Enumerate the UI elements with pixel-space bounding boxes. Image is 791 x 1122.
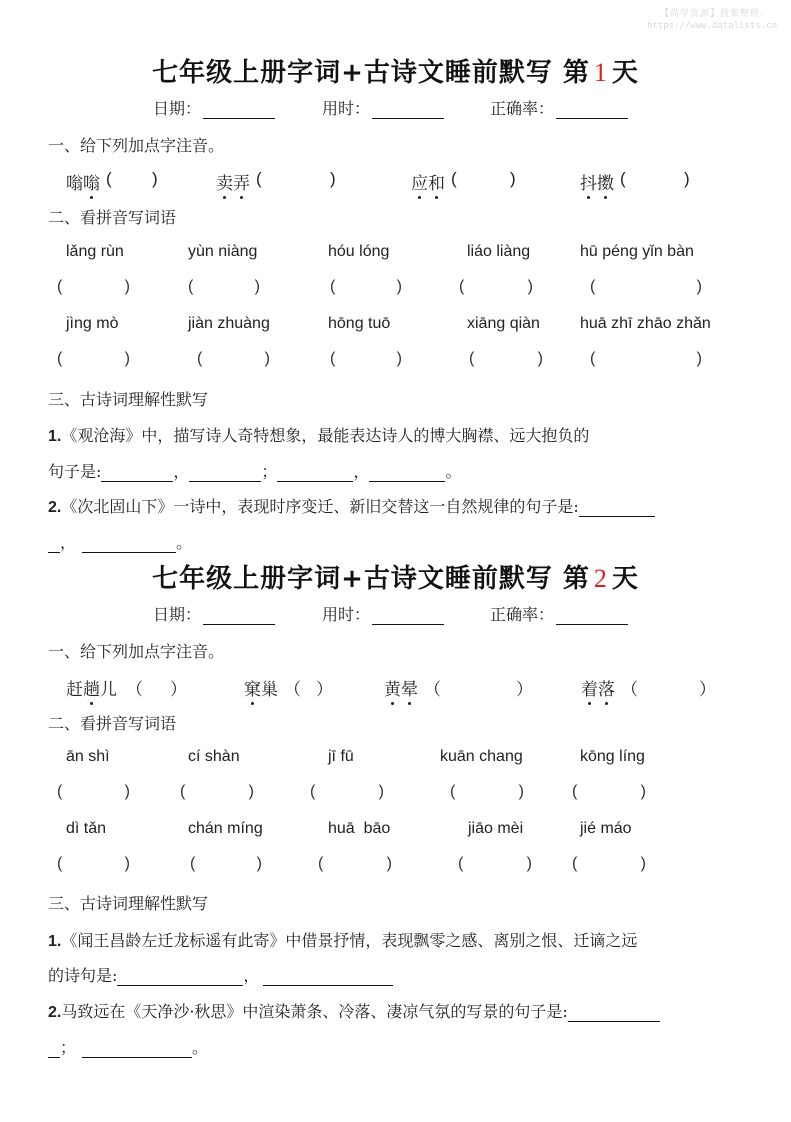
close-paren: ) [396,278,402,295]
close-paren: ） [699,680,716,699]
close-paren: ） [170,680,187,699]
day-number: 2 [593,564,608,593]
pinyin-prompt: cí shàn [188,748,240,765]
close-paren: ) [696,278,702,295]
separator: ； [60,1038,77,1057]
answer-blank[interactable] [277,466,353,482]
time-field[interactable] [322,602,444,625]
close-paren: ） [516,680,533,699]
title-suffix: 天 [611,564,639,594]
dot-item[interactable] [581,675,716,700]
pinyin-prompt: huā bāo [328,820,391,837]
pinyin-prompt: lǎng rùn [66,243,124,260]
answer-blank[interactable] [369,466,445,482]
time-field[interactable] [322,96,444,119]
day1-section2-heading: 二、看拼音写词语 [48,208,177,227]
dotted-char: 应 [411,169,428,194]
answer-box[interactable] [57,855,130,875]
open-paren: （ [126,680,143,699]
dot-item[interactable] [216,169,341,194]
char: 巢 [261,680,278,700]
date-blank[interactable] [203,609,275,625]
pinyin-prompt: jié máo [580,820,632,837]
dotted-char: 和 [428,169,445,194]
answer-prefix: 的诗句是: [48,966,118,985]
day1-q2-line2 [48,530,192,553]
answer-box[interactable] [469,350,543,370]
time-label: 用时： [322,99,371,118]
dotted-char: 抖 [580,169,597,194]
open-paren: ( [330,350,336,367]
accuracy-label: 正确率： [490,99,555,118]
close-paren: ） [316,680,333,699]
answer-prefix: 句子是: [48,462,102,481]
open-paren: ( [256,169,262,188]
dotted-char: 弄 [233,169,250,194]
pinyin-prompt: hóu lóng [328,243,390,260]
watermark-source: 【尚学资源】搜集整理: [659,9,764,19]
char: 赶 [66,680,83,700]
accuracy-blank[interactable] [556,103,628,119]
pinyin-prompt: hū péng yǐn bàn [580,243,694,260]
close-paren: ) [527,278,533,295]
open-paren: ( [318,855,324,872]
close-paren: ) [396,350,402,367]
date-blank[interactable] [203,103,275,119]
day1-title [0,52,791,89]
answer-box[interactable] [197,350,270,370]
question-text: 马致远在《天净沙·秋思》中渲染萧条、冷落、凄凉气氛的写景的句子是: [61,1002,568,1021]
pinyin-prompt: jī fū [328,748,354,765]
pinyin-prompt: kuān chang [440,748,523,765]
open-paren: ( [590,350,596,367]
pinyin-prompt: liáo liàng [467,243,531,260]
answer-blank[interactable] [82,1042,192,1058]
open-paren: ( [106,169,112,188]
pinyin-prompt: chán míng [188,820,263,837]
accuracy-label: 正确率： [490,605,555,624]
accuracy-field[interactable] [490,602,628,625]
close-paren: ) [254,278,260,295]
close-paren: ) [537,350,543,367]
day-number: 1 [593,58,608,87]
answer-box[interactable] [180,783,254,803]
close-paren: ) [256,855,262,872]
day1-q1-line1 [48,423,589,446]
day2-q1-line1 [48,928,637,951]
day2-section2-heading: 二、看拼音写词语 [48,714,177,733]
answer-box[interactable] [190,855,262,875]
open-paren: ( [330,278,336,295]
char: 嗡 [66,174,83,194]
watermark-url: https://www.datalists.cn [646,21,777,31]
dot-item[interactable] [244,675,334,700]
question-number: 1. [48,933,62,950]
title-text: 七年级上册字词+古诗文睡前默写 第 [152,58,590,88]
dot-item[interactable] [384,675,534,700]
answer-box[interactable] [188,278,260,298]
accuracy-field[interactable] [490,96,628,119]
answer-box[interactable] [57,350,130,370]
dotted-char: 落 [598,675,615,700]
close-paren: ) [640,783,646,800]
pinyin-prompt: dì tǎn [66,820,107,837]
day2-q1-line2 [48,963,393,986]
open-paren: ( [620,169,626,188]
close-paren: ) [124,350,130,367]
answer-box[interactable] [310,783,384,803]
day2-q2-line1 [48,999,660,1022]
day1-q1-line2 [48,459,461,482]
close-paren: ) [510,169,516,188]
answer-box[interactable] [330,278,402,298]
question-number: 2. [48,1004,62,1021]
answer-blank[interactable] [48,537,60,553]
open-paren: ( [590,278,596,295]
close-paren: ) [526,855,532,872]
char: 儿 [100,680,117,700]
separator: ， [353,462,370,481]
day1-q2-line1 [48,494,655,517]
separator: ， [173,462,190,481]
dot-item[interactable] [66,675,186,700]
open-paren: （ [621,680,638,699]
answer-blank[interactable] [579,501,655,517]
date-field[interactable] [153,96,275,119]
answer-box[interactable] [450,783,524,803]
dotted-char: 擞 [597,169,614,194]
pinyin-prompt: yùn niàng [188,243,258,260]
time-label: 用时： [322,605,371,624]
open-paren: ( [310,783,316,800]
open-paren: ( [57,783,63,800]
answer-box[interactable] [572,855,646,875]
open-paren: ( [459,278,465,295]
day2-q2-line2 [48,1035,208,1058]
date-label: 日期： [153,99,202,118]
open-paren: ( [57,278,63,295]
close-paren: ) [330,169,336,188]
open-paren: ( [458,855,464,872]
separator: ， [60,533,77,552]
open-paren: ( [190,855,196,872]
answer-blank[interactable] [101,466,173,482]
close-paren: ) [124,783,130,800]
answer-blank[interactable] [117,970,243,986]
dotted-char: 黄 [384,675,401,700]
open-paren: ( [469,350,475,367]
accuracy-blank[interactable] [556,609,628,625]
question-number: 1. [48,428,62,445]
time-blank[interactable] [372,103,444,119]
answer-box[interactable] [458,855,532,875]
answer-blank[interactable] [263,970,393,986]
dotted-char: 卖 [216,169,233,194]
close-paren: ) [152,169,158,188]
answer-box[interactable] [572,783,646,803]
pinyin-prompt: jìng mò [66,315,119,332]
title-suffix: 天 [611,58,639,88]
close-paren: ) [378,783,384,800]
answer-box[interactable] [459,278,533,298]
close-paren: ) [684,169,690,188]
answer-box[interactable] [57,783,130,803]
separator: ； [261,462,278,481]
answer-blank[interactable] [48,1042,60,1058]
pinyin-prompt: kōng líng [580,748,645,765]
date-field[interactable] [153,602,275,625]
answer-box[interactable] [590,278,702,298]
open-paren: ( [451,169,457,188]
day2-section3-heading: 三、古诗词理解性默写 [48,894,209,913]
open-paren: ( [450,783,456,800]
open-paren: ( [197,350,203,367]
close-paren: ) [640,855,646,872]
open-paren: （ [424,680,441,699]
close-paren: ) [248,783,254,800]
separator: ， [243,966,260,985]
answer-box[interactable] [330,350,402,370]
pinyin-prompt: jiāo mèi [468,820,524,837]
pinyin-prompt: xiāng qiàn [467,315,540,332]
open-paren: ( [57,350,63,367]
date-label: 日期： [153,605,202,624]
dot-item[interactable] [66,169,160,194]
separator: 。 [192,1038,209,1057]
day1-section3-heading: 三、古诗词理解性默写 [48,390,209,409]
open-paren: ( [180,783,186,800]
dotted-char: 嗡 [83,169,100,194]
watermark [647,8,777,32]
answer-blank[interactable] [82,537,176,553]
question-text: 《次北固山下》一诗中，表现时序变迁、新旧交替这一自然规律的句子是: [61,497,579,516]
day2-section1-heading: 一、给下列加点字注音。 [48,642,225,661]
answer-box[interactable] [590,350,702,370]
pinyin-prompt: huā zhī zhāo zhǎn [580,315,711,332]
time-blank[interactable] [372,609,444,625]
open-paren: ( [57,855,63,872]
open-paren: ( [572,855,578,872]
day1-section1-heading: 一、给下列加点字注音。 [48,136,225,155]
close-paren: ) [264,350,270,367]
question-text: 《闻王昌龄左迁龙标遥有此寄》中借景抒情，表现飘零之感、离别之恨、迁谪之远 [61,931,638,950]
open-paren: （ [284,680,301,699]
pinyin-prompt: hōng tuō [328,315,391,332]
dotted-char: 着 [581,675,598,700]
dot-item[interactable] [580,169,695,194]
title-text: 七年级上册字词+古诗文睡前默写 第 [152,564,590,594]
answer-box[interactable] [318,855,392,875]
question-text: 《观沧海》中，描写诗人奇特想象，最能表达诗人的博大胸襟、远大抱负的 [61,426,590,445]
question-number: 2. [48,499,62,516]
close-paren: ) [386,855,392,872]
dot-item[interactable] [411,169,521,194]
answer-blank[interactable] [568,1006,660,1022]
open-paren: ( [572,783,578,800]
pinyin-prompt: ān shì [66,748,110,765]
close-paren: ) [124,278,130,295]
close-paren: ) [518,783,524,800]
answer-blank[interactable] [189,466,261,482]
dotted-char: 趟 [83,675,100,700]
open-paren: ( [188,278,194,295]
separator: 。 [445,462,462,481]
pinyin-prompt: jiàn zhuàng [188,315,270,332]
answer-box[interactable] [57,278,130,298]
close-paren: ) [124,855,130,872]
dotted-char: 窠 [244,675,261,700]
dotted-char: 晕 [401,675,418,700]
separator: 。 [176,533,193,552]
day2-title [0,558,791,595]
close-paren: ) [696,350,702,367]
